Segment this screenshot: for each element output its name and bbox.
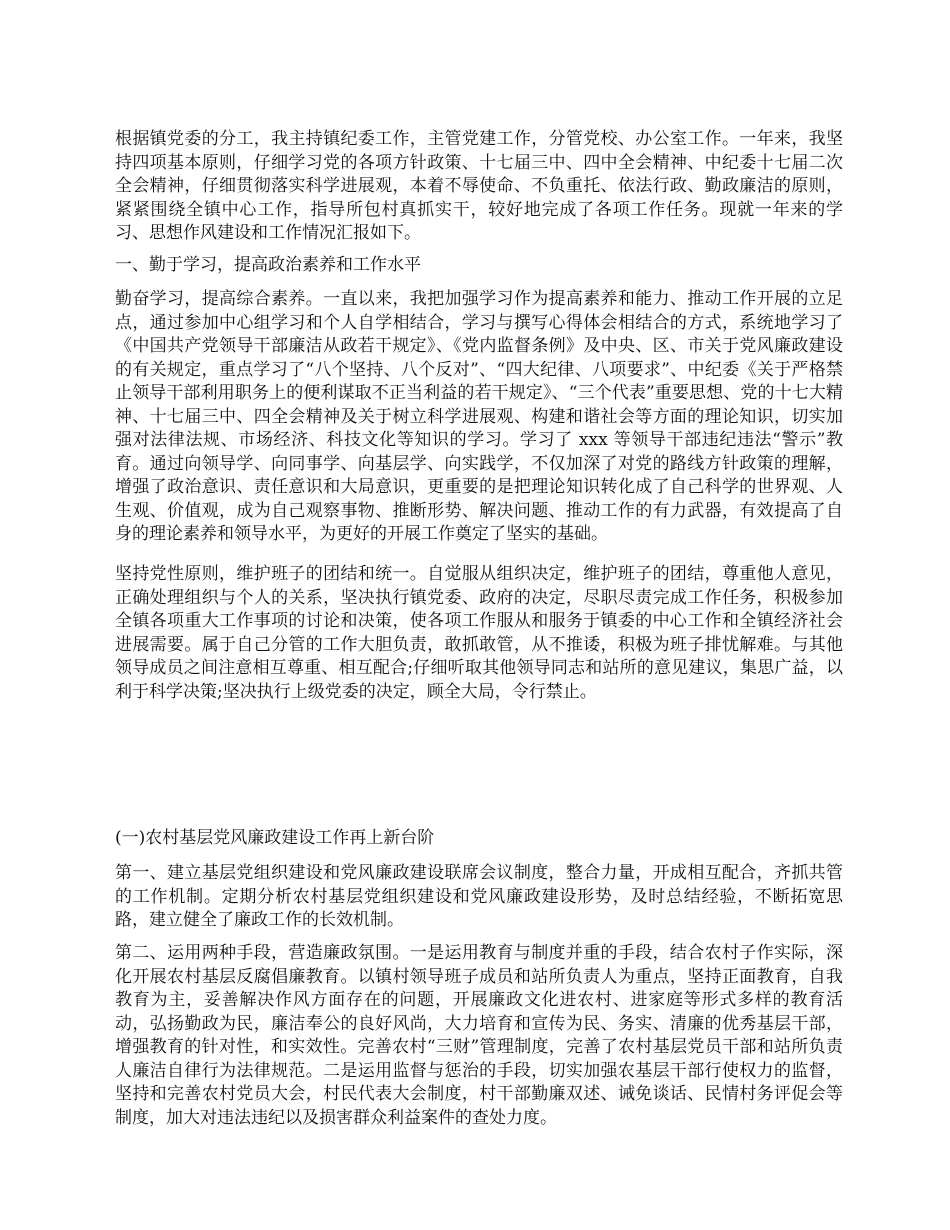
party-principle-paragraph: 坚持党性原则，维护班子的团结和统一。自觉服从组织决定，维护班子的团结，尊重他人意见，正确处理组织与个人的关系，坚决执行镇党委、政府的决定，尽职尽责完成工作任务，积极参加全镇各项重大工作事项的讨论和决策，使各项工作服从和服务于镇委的中心工作和全镇经济社会进展需要。属于自己分管的工作大胆负责，敢抓敢管，从不推诿，积极为班子排忧解难。与其他领导成员之间注意相互尊重、相互配合;仔细听取其他领导同志和站所的意见建议，集思广益，以利于科学决策;坚决执行上级党委的决定，顾全大局，令行禁止。: [115, 564, 843, 702]
section-heading-rural-integrity: (一)农村基层党风廉政建设工作再上新台阶: [115, 828, 435, 848]
first-measure-paragraph: 第一、建立基层党组织建设和党风廉政建设联席会议制度，整合力量，开成相互配合，齐抓共管的工作机制。定期分析农村基层党组织建设和党风廉政建设形势，及时总结经验，不断拓宽思路，建立健全了廉政工作的长效机制。: [115, 863, 843, 930]
intro-paragraph: 根据镇党委的分工，我主持镇纪委工作，主管党建工作，分管党校、办公室工作。一年来，我坚持四项基本原则，仔细学习党的各项方针政策、十七届三中、四中全会精神、中纪委十七届二次全会精神，仔细贯彻落实科学进展观，本着不辱使命、不负重托、依法行政、勤政廉洁的原则，紧紧围绕全镇中心工作，指导所包村真抓实干，较好地完成了各项工作任务。现就一年来的学习、思想作风建设和工作情况汇报如下。: [115, 129, 843, 243]
study-paragraph: 勤奋学习，提高综合素养。一直以来，我把加强学习作为提高素养和能力、推动工作开展的立足点，通过参加中心组学习和个人自学相结合，学习与撰写心得体会相结合的方式，系统地学习了《中国共产党领导干部廉洁从政若干规定》、《党内监督条例》及中央、区、市关于党风廉政建设的有关规定，重点学习了“八个坚持、八个反对”、“四大纪律、八项要求”、中纪委《关于严格禁止领导干部利用职务上的便利谋取不正当利益的若干规定》、“三个代表”重要思想、党的十七大精神、十七届三中、四全会精神及关于树立科学进展观、构建和谐社会等方面的理论知识，切实加强对法律法规、市场经济、科技文化等知识的学习。学习了 xxx 等领导干部违纪违法“警示”教育。通过向领导学、向同事学、向基层学、向实践学，不仅加深了对党的路线方针政策的理解，增强了政治意识、责任意识和大局意识，更重要的是把理论知识转化成了自己科学的世界观、人生观、价值观，成为自己观察事物、推断形势、解决问题、推动工作的有力武器，有效提高了自身的理论素养和领导水平，为更好的开展工作奠定了坚实的基础。: [115, 289, 843, 544]
second-measure-paragraph: 第二、运用两种手段，营造廉政氛围。一是运用教育与制度并重的手段，结合农村子作实际，深化开展农村基层反腐倡廉教育。以镇村领导班子成员和站所负责人为重点，坚持正面教育，自我教育为主，妥善解决作风方面存在的问题，开展廉政文化进农村、进家庭等形式多样的教育活动，弘扬勤政为民，廉洁奉公的良好风尚，大力培育和宣传为民、务实、清廉的优秀基层干部，增强教育的针对性，和实效性。完善农村“三财”管理制度，完善了农村基层党员干部和站所负责人廉洁自律行为法律规范。二是运用监督与惩治的手段，切实加强农基层干部行使权力的监督，坚持和完善农村党员大会，村民代表大会制度，村干部勤廉双述、诫免谈话、民情村务评促会等制度，加大对违法违纪以及损害群众利益案件的查处力度。: [115, 943, 843, 1128]
section-heading-study: 一、勤于学习，提高政治素养和工作水平: [115, 255, 421, 275]
